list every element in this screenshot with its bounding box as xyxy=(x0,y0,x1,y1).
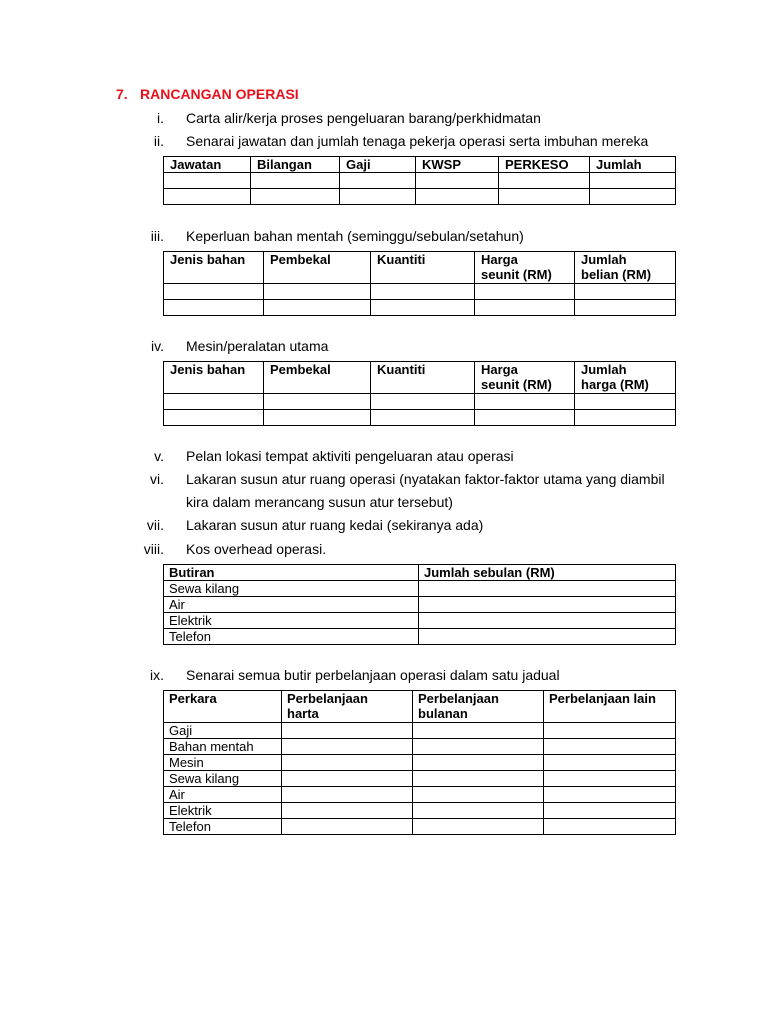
table-row xyxy=(164,755,676,771)
item-text: Lakaran susun atur ruang kedai (sekiranya ada) xyxy=(186,517,484,533)
header-line-2: bulanan xyxy=(418,706,468,721)
table-cell xyxy=(544,819,676,835)
header-cell xyxy=(544,691,676,723)
table-row xyxy=(164,613,676,629)
table-cell xyxy=(282,771,413,787)
table-cell xyxy=(282,755,413,771)
header-cell: Butiran xyxy=(164,565,419,581)
table-cell xyxy=(164,284,264,300)
list-item xyxy=(140,133,648,149)
header-line-1: Jenis bahan xyxy=(170,362,246,377)
roman-numeral: iv. xyxy=(151,338,164,354)
table-cell xyxy=(575,300,676,316)
header-cell xyxy=(371,362,475,394)
table-cell xyxy=(575,284,676,300)
table-cell xyxy=(264,284,371,300)
header-cell: Jawatan xyxy=(164,157,251,173)
table-cell xyxy=(371,394,475,410)
table-row xyxy=(164,410,676,426)
table-cell xyxy=(413,755,544,771)
header-line-1: Pembekal xyxy=(270,362,331,377)
table-row xyxy=(164,284,676,300)
roman-numeral: v. xyxy=(154,448,164,464)
row-label: Telefon xyxy=(164,629,419,645)
table-header-row xyxy=(164,565,676,581)
table-cell xyxy=(419,629,676,645)
row-label: Telefon xyxy=(164,819,282,835)
table-row xyxy=(164,173,676,189)
table-row xyxy=(164,723,676,739)
header-cell xyxy=(264,252,371,284)
table-header-row xyxy=(164,691,676,723)
table-row xyxy=(164,629,676,645)
header-cell: PERKESO xyxy=(499,157,590,173)
list-item xyxy=(140,110,541,126)
row-label: Elektrik xyxy=(164,613,419,629)
table-cell xyxy=(475,284,575,300)
header-cell xyxy=(413,691,544,723)
table-cell xyxy=(544,771,676,787)
header-cell xyxy=(164,691,282,723)
roman-numeral: ix. xyxy=(150,667,164,683)
table-cell xyxy=(413,819,544,835)
table-row xyxy=(164,739,676,755)
header-cell: KWSP xyxy=(416,157,499,173)
table-row xyxy=(164,803,676,819)
table-row xyxy=(164,787,676,803)
staff-table xyxy=(163,156,676,205)
table-cell xyxy=(416,173,499,189)
table-cell xyxy=(282,739,413,755)
header-cell xyxy=(575,362,676,394)
table-cell xyxy=(371,284,475,300)
table-cell xyxy=(544,739,676,755)
header-line-1: Perbelanjaan lain xyxy=(549,691,656,706)
row-label: Air xyxy=(164,787,282,803)
item-text: Lakaran susun atur ruang operasi (nyatakan faktor-faktor utama yang diambil xyxy=(186,471,665,487)
table-row xyxy=(164,189,676,205)
overhead-cost-table xyxy=(163,564,676,645)
header-cell: Jumlah xyxy=(590,157,676,173)
table-cell xyxy=(371,300,475,316)
list-item xyxy=(140,667,560,683)
table-cell xyxy=(575,394,676,410)
table-cell xyxy=(544,755,676,771)
table-cell xyxy=(419,613,676,629)
table-header-row xyxy=(164,362,676,394)
header-cell xyxy=(475,252,575,284)
table-cell xyxy=(164,173,251,189)
roman-numeral: i. xyxy=(157,110,164,126)
table-cell xyxy=(544,803,676,819)
row-label: Mesin xyxy=(164,755,282,771)
table-row xyxy=(164,300,676,316)
raw-materials-table xyxy=(163,251,676,316)
table-cell xyxy=(590,173,676,189)
item-text: Carta alir/kerja proses pengeluaran barang/perkhidmatan xyxy=(186,110,541,126)
table-cell xyxy=(475,410,575,426)
table-cell xyxy=(419,581,676,597)
row-label: Sewa kilang xyxy=(164,771,282,787)
header-cell xyxy=(282,691,413,723)
item-text: Keperluan bahan mentah (seminggu/sebulan/setahun) xyxy=(186,228,524,244)
row-label: Gaji xyxy=(164,723,282,739)
section-number: 7. xyxy=(116,86,128,102)
row-label: Air xyxy=(164,597,419,613)
table-cell xyxy=(264,300,371,316)
table-cell xyxy=(413,739,544,755)
item-text: Kos overhead operasi. xyxy=(186,541,327,557)
machines-table xyxy=(163,361,676,426)
table-row xyxy=(164,819,676,835)
roman-numeral: vi. xyxy=(150,471,164,487)
table-cell xyxy=(413,723,544,739)
header-line-1: Jumlah xyxy=(581,362,627,377)
header-cell xyxy=(264,362,371,394)
table-cell xyxy=(282,819,413,835)
table-cell xyxy=(251,173,340,189)
header-line-2: seunit (RM) xyxy=(481,267,552,282)
table-cell xyxy=(371,410,475,426)
item-text: Senarai jawatan dan jumlah tenaga pekerja operasi serta imbuhan mereka xyxy=(186,133,649,149)
section-title: RANCANGAN OPERASI xyxy=(140,86,299,102)
header-line-1: Pembekal xyxy=(270,252,331,267)
header-line-2: harga (RM) xyxy=(581,377,649,392)
table-row xyxy=(164,771,676,787)
table-cell xyxy=(544,787,676,803)
list-item xyxy=(140,448,514,464)
header-line-1: Perkara xyxy=(169,691,217,706)
table-cell xyxy=(499,173,590,189)
header-line-2: belian (RM) xyxy=(581,267,652,282)
table-cell xyxy=(475,300,575,316)
table-cell xyxy=(340,173,416,189)
list-item xyxy=(140,471,665,487)
table-cell xyxy=(413,787,544,803)
header-line-1: Perbelanjaan xyxy=(418,691,499,706)
table-cell xyxy=(419,597,676,613)
header-cell xyxy=(575,252,676,284)
table-header-row xyxy=(164,252,676,284)
row-label: Bahan mentah xyxy=(164,739,282,755)
table-cell xyxy=(413,803,544,819)
table-cell xyxy=(340,189,416,205)
roman-numeral: ii. xyxy=(153,133,164,149)
table-cell xyxy=(544,723,676,739)
roman-numeral: iii. xyxy=(150,228,164,244)
table-cell xyxy=(499,189,590,205)
table-row xyxy=(164,394,676,410)
header-cell xyxy=(164,362,264,394)
table-cell xyxy=(164,410,264,426)
row-label: Elektrik xyxy=(164,803,282,819)
section-heading xyxy=(116,86,299,102)
header-line-1: Jenis bahan xyxy=(170,252,246,267)
table-cell xyxy=(282,723,413,739)
header-cell: Bilangan xyxy=(251,157,340,173)
header-cell xyxy=(371,252,475,284)
table-cell xyxy=(164,300,264,316)
table-cell xyxy=(282,803,413,819)
table-row xyxy=(164,581,676,597)
header-line-1: Harga xyxy=(481,362,518,377)
roman-numeral: vii. xyxy=(146,517,164,533)
header-line-1: Perbelanjaan xyxy=(287,691,368,706)
table-cell xyxy=(264,394,371,410)
table-cell xyxy=(282,787,413,803)
roman-numeral: viii. xyxy=(143,541,164,557)
item-text: Mesin/peralatan utama xyxy=(186,338,329,354)
header-cell xyxy=(164,252,264,284)
item-text: Pelan lokasi tempat aktiviti pengeluaran atau operasi xyxy=(186,448,514,464)
list-item xyxy=(140,338,328,354)
list-item xyxy=(140,541,326,557)
table-cell xyxy=(164,394,264,410)
list-item xyxy=(140,228,524,244)
item-text-continuation: kira dalam merancang susun atur tersebut) xyxy=(186,494,453,510)
table-row xyxy=(164,597,676,613)
table-header-row xyxy=(164,157,676,173)
header-line-1: Kuantiti xyxy=(377,252,426,267)
header-line-1: Jumlah xyxy=(581,252,627,267)
table-cell xyxy=(590,189,676,205)
list-item xyxy=(140,517,483,533)
header-line-1: Harga xyxy=(481,252,518,267)
table-cell xyxy=(164,189,251,205)
operating-expenses-table xyxy=(163,690,676,835)
table-cell xyxy=(413,771,544,787)
row-label: Sewa kilang xyxy=(164,581,419,597)
header-line-1: Kuantiti xyxy=(377,362,426,377)
header-cell: Gaji xyxy=(340,157,416,173)
item-text: Senarai semua butir perbelanjaan operasi dalam satu jadual xyxy=(186,667,560,683)
table-cell xyxy=(575,410,676,426)
table-cell xyxy=(264,410,371,426)
header-cell xyxy=(475,362,575,394)
table-cell xyxy=(475,394,575,410)
table-cell xyxy=(251,189,340,205)
table-cell xyxy=(416,189,499,205)
header-line-2: seunit (RM) xyxy=(481,377,552,392)
header-cell: Jumlah sebulan (RM) xyxy=(419,565,676,581)
header-line-2: harta xyxy=(287,706,319,721)
